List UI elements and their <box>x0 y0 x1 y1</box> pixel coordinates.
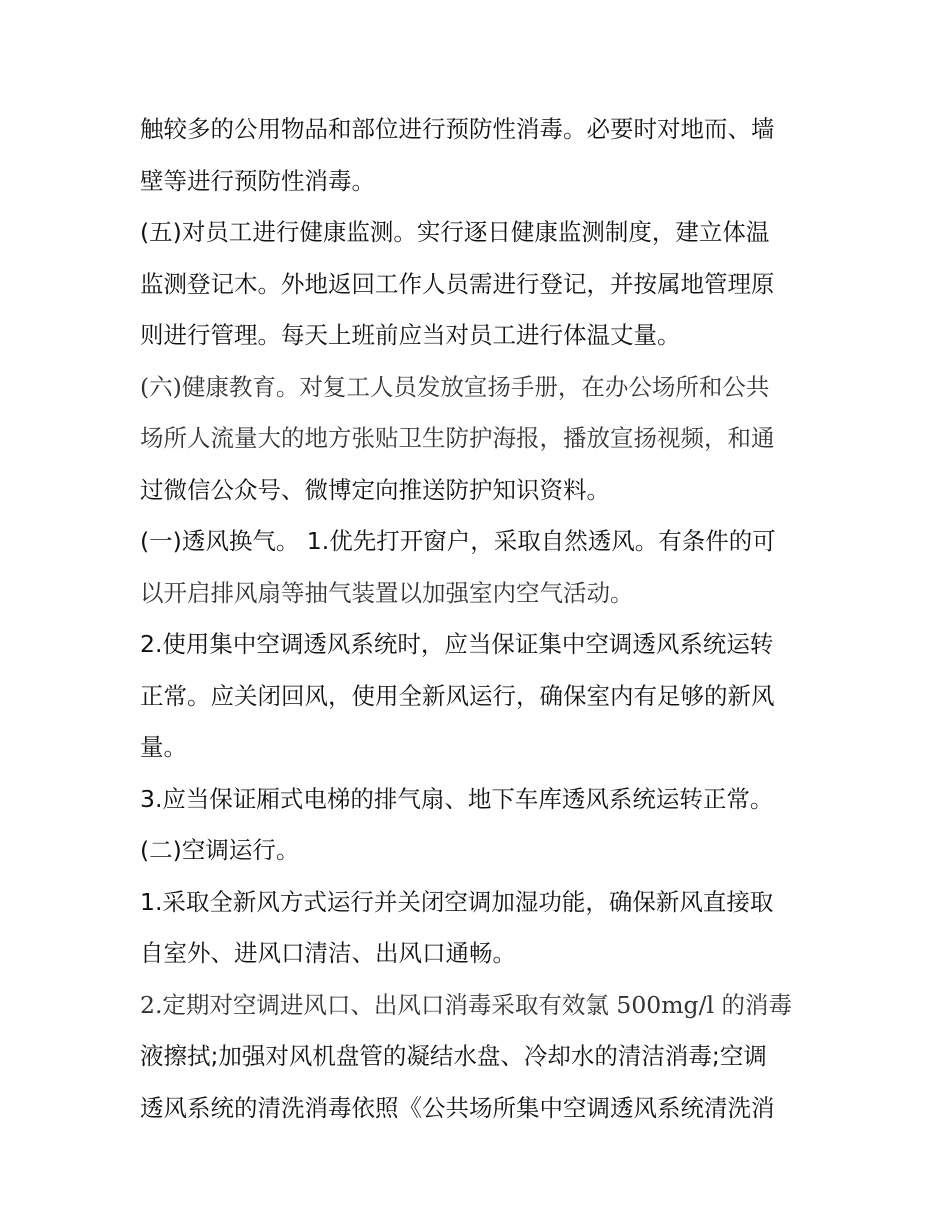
text-line-4: 监测登记木。外地返回工作人员需进行登记，并按属地管理原 <box>140 269 775 298</box>
text-line-2: 壁等进行预防性消毒。 <box>140 166 375 195</box>
text-line-6: (六)健康教育。对复工人员发放宣扬手册，在办公场所和公共 <box>140 372 770 401</box>
text-line-5: 则进行管理。每天上班前应当对员工进行体温丈量。 <box>140 321 681 349</box>
text-line-13: 量。 <box>140 733 187 761</box>
text-line-7: 场所人流量大的地方张贴卫生防护海报，播放宣扬视频，和通 <box>140 424 775 452</box>
text-line-15: (二)空调运行。 <box>140 836 300 864</box>
text-line-14: 3.应当保证厢式电梯的排气扇、地下车库透风系统运转正常。 <box>140 784 774 813</box>
text-line-9: (一)透风换气。 1.优先打开窗户，采取自然透风。有条件的可 <box>140 527 776 555</box>
text-line-3: (五)对员工进行健康监测。实行逐日健康监测制度，建立体温 <box>140 218 770 246</box>
text-line-19: 液擦拭;加强对风机盘管的凝结水盘、冷却水的清洁消毒;空调 <box>140 1042 767 1070</box>
text-line-18: 2.定期对空调进风口、出风口消毒采取有效氯 500mg/l 的消毒 <box>140 990 792 1019</box>
text-line-8: 过微信公众号、微博定向推送防护知识资料。 <box>140 475 610 504</box>
document-body <box>140 104 812 1134</box>
text-line-10: 以开启排风扇等抽气装置以加强室内空气活动。 <box>140 578 634 607</box>
text-line-16: 1.采取全新风方式运行并关闭空调加湿功能，确保新风直接取 <box>140 887 774 916</box>
text-line-1: 触较多的公用物品和部位进行预防性消毒。必要时对地而、墙 <box>140 115 775 143</box>
text-line-20: 透风系统的清洗消毒依照《公共场所集中空调透风系统清洗消 <box>140 1093 775 1122</box>
text-line-11: 2.使用集中空调透风系统时，应当保证集中空调透风系统运转 <box>140 630 774 658</box>
text-line-17: 自室外、进风口清洁、出风口通畅。 <box>140 939 516 967</box>
text-line-12: 正常。应关闭回风，使用全新风运行，确保室内有足够的新风 <box>140 681 775 710</box>
